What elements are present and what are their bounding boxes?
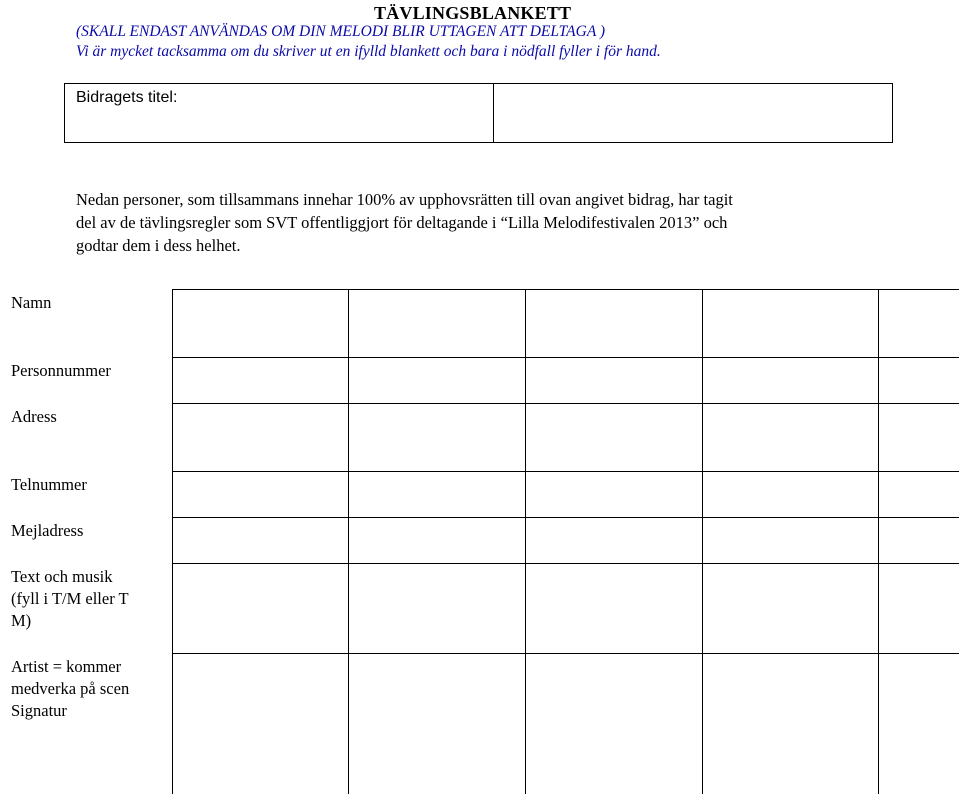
entry-cell[interactable]: [702, 290, 878, 358]
form-title: TÄVLINGSBLANKETT: [374, 3, 572, 23]
entry-cell[interactable]: [172, 290, 348, 358]
row-label: [0, 654, 172, 794]
entry-cell[interactable]: [348, 404, 525, 472]
entry-cell[interactable]: [878, 290, 959, 358]
entry-cell[interactable]: [702, 518, 878, 564]
entry-cell[interactable]: [172, 518, 348, 564]
entry-cell[interactable]: [702, 358, 878, 404]
entry-cell[interactable]: [172, 472, 348, 518]
declaration-line: del av de tävlingsregler som SVT offentliggjort för deltagande i “Lilla Melodifestivalen 2013” och: [76, 213, 728, 232]
entry-title-label: Bidragets titel:: [76, 89, 178, 106]
printing-note: Vi är mycket tacksamma om du skriver ut en ifylld blankett och bara i nödfall fyller i för hand.: [76, 43, 661, 60]
row-label-line: Telnummer: [11, 474, 87, 494]
table-row: [0, 564, 959, 654]
entry-cell[interactable]: [702, 404, 878, 472]
entry-cell[interactable]: [172, 654, 348, 794]
entry-cell[interactable]: [878, 518, 959, 564]
declaration-line: Nedan personer, som tillsammans innehar 100% av upphovsrätten till ovan angivet bidrag, har tagit: [76, 190, 733, 209]
entry-title-box: [64, 83, 893, 143]
row-label-line: M): [11, 610, 32, 630]
table-row: [0, 358, 959, 404]
entry-cell[interactable]: [525, 404, 702, 472]
usage-note: (SKALL ENDAST ANVÄNDAS OM DIN MELODI BLIR UTTAGEN ATT DELTAGA ): [76, 23, 606, 40]
entry-cell[interactable]: [525, 290, 702, 358]
declaration-text: [76, 188, 876, 257]
entry-cell[interactable]: [525, 654, 702, 794]
entry-cell[interactable]: [878, 404, 959, 472]
entry-cell[interactable]: [348, 518, 525, 564]
entry-cell[interactable]: [702, 654, 878, 794]
row-label-line: Adress: [11, 406, 57, 426]
entry-cell[interactable]: [348, 290, 525, 358]
entry-title-divider: [493, 84, 494, 142]
row-label: [0, 564, 172, 654]
entry-cell[interactable]: [525, 564, 702, 654]
entry-cell[interactable]: [348, 472, 525, 518]
row-label-line: Signatur: [11, 700, 67, 720]
row-label: [0, 358, 172, 404]
row-label-line: Artist = kommer: [11, 656, 122, 676]
entry-cell[interactable]: [702, 472, 878, 518]
entry-cell[interactable]: [878, 472, 959, 518]
entry-cell[interactable]: [878, 654, 959, 794]
row-label-line: (fyll i T/M eller T: [11, 588, 129, 608]
row-label: [0, 290, 172, 358]
entry-cell[interactable]: [702, 564, 878, 654]
entry-cell[interactable]: [878, 564, 959, 654]
row-label: [0, 472, 172, 518]
table-row: [0, 290, 959, 358]
entry-cell[interactable]: [525, 358, 702, 404]
entry-cell[interactable]: [348, 654, 525, 794]
table-row: [0, 404, 959, 472]
entry-cell[interactable]: [348, 358, 525, 404]
entry-cell[interactable]: [172, 358, 348, 404]
row-label-line: Namn: [11, 292, 52, 312]
row-label-line: Mejladress: [11, 520, 84, 540]
table-row: [0, 654, 959, 794]
entry-cell[interactable]: [525, 518, 702, 564]
declaration-line: godtar dem i dess helhet.: [76, 236, 241, 255]
table-row: [0, 518, 959, 564]
row-label-line: medverka på scen: [11, 678, 130, 698]
entry-title-field[interactable]: [495, 84, 892, 142]
row-label: [0, 404, 172, 472]
entry-cell[interactable]: [348, 564, 525, 654]
row-label-line: Text och musik: [11, 566, 113, 586]
entry-cell[interactable]: [172, 564, 348, 654]
row-label: [0, 518, 172, 564]
rights-holders-table: [0, 289, 959, 795]
entry-cell[interactable]: [525, 472, 702, 518]
row-label-line: Personnummer: [11, 360, 111, 380]
table-row: [0, 472, 959, 518]
entry-cell[interactable]: [878, 358, 959, 404]
entry-cell[interactable]: [172, 404, 348, 472]
